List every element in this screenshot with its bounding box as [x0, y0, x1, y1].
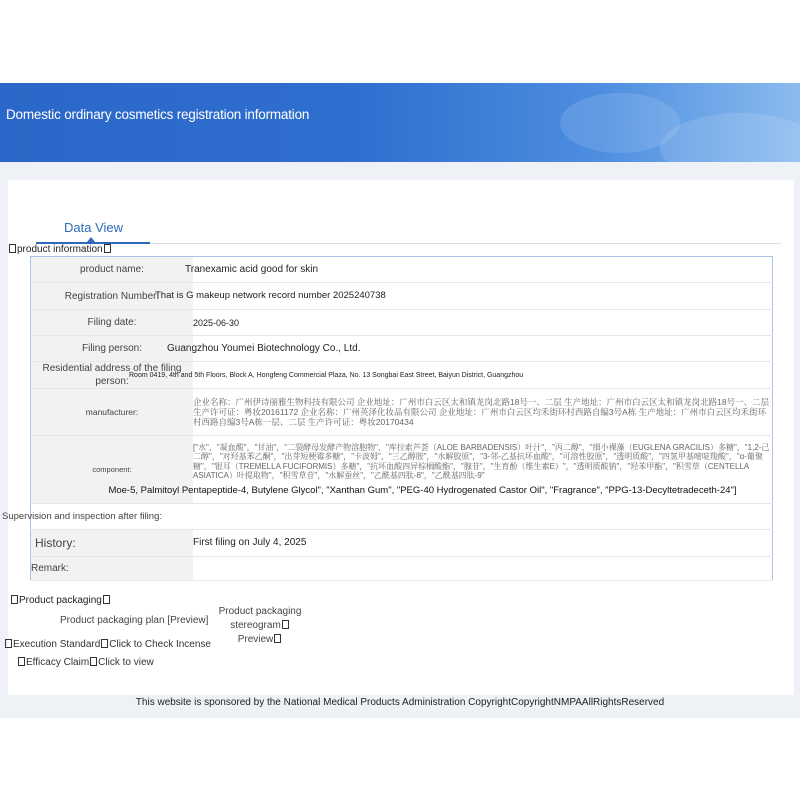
table-row — [31, 504, 773, 530]
bracket-icon — [104, 244, 111, 253]
table-row — [31, 557, 773, 581]
page-title: Domestic ordinary cosmetics registration information — [6, 107, 310, 122]
table-row — [31, 530, 773, 557]
remark-value — [193, 557, 773, 581]
table-row — [31, 436, 773, 504]
execution-standard-link[interactable]: Click to Check Incense — [109, 639, 211, 650]
page-banner — [0, 83, 800, 162]
registration-number-value — [155, 283, 773, 310]
component-text-en: Moe-5, Palmitoyl Pentapeptide-4, Butylene Glycol", "Xanthan Gum", "PEG-40 Hydrogenated Castor Oil", "Fragrance", "PPG-13-Decyltetradeceth-24"] — [108, 484, 737, 496]
filing-person-text: Guangzhou Youmei Biotechnology Co., Ltd. — [167, 342, 361, 354]
registration-number-label: Registration Number: — [31, 283, 194, 310]
packaging-stereogram-label: Product packaging stereogram — [218, 606, 302, 631]
site-footer: This website is sponsored by the National Medical Products Administration CopyrightCopyrightNMPAAllRightsReserved — [135, 697, 665, 708]
table-row — [31, 283, 773, 310]
tab-caret-icon — [87, 237, 95, 242]
supervision-label: Supervision and inspection after filing: — [1, 511, 162, 522]
section-product-information — [8, 244, 112, 255]
product-info-table — [1, 256, 773, 581]
bracket-icon — [103, 595, 110, 604]
packaging-stereogram-preview-link[interactable]: Preview — [237, 634, 274, 645]
registration-number-text: That is G makeup network record number 2025240738 — [155, 290, 386, 301]
bracket-icon — [90, 657, 97, 666]
manufacturer-value — [193, 389, 773, 436]
history-value: First filing on July 4, 2025 — [193, 530, 773, 557]
section-title: product information — [17, 244, 103, 255]
efficacy-claim-row — [17, 657, 154, 668]
filing-person-value — [167, 336, 773, 362]
execution-standard-label: Execution Standard — [13, 639, 101, 650]
remark-label: Remark: — [31, 557, 194, 581]
supervision-label-cell — [1, 504, 194, 530]
filing-address-value — [129, 362, 773, 389]
bracket-icon — [5, 639, 12, 648]
efficacy-claim-link[interactable]: Click to view — [98, 657, 154, 668]
bracket-icon — [11, 595, 18, 604]
packaging-plan-row — [60, 615, 208, 626]
bracket-icon — [282, 620, 289, 629]
product-name-value — [185, 257, 773, 283]
table-row — [31, 310, 773, 336]
banner-glow — [660, 113, 800, 162]
table-row — [31, 257, 773, 283]
component-text-cn: ["水"，"凝血酸"，"甘油"，"二裂酵母发酵产物溶胞物"，"库拉索芦荟（ALOE BARBADENSIS）叶汁"，"丙二醇"，"细小裸藻（EUGLENA GRACILIS）多糖"，"1,2-己二醇"，"对羟基苯乙酮"，"出芽短梗霉多糖"，"卡波姆"，"三乙醇胺"，"水解胶原"，"3-邻-乙基抗坏血酸"，"可溶性胶原"，"透明质酸"，"四氢甲基嘧啶羧酸"，"α-葡聚糖"，"银耳（TREMELLA FUCIFORMIS）多糖"，"抗坏血酸四异棕榈酸酯"，"腺苷"，"生育酚（维生素E）"，"透明质酸钠"，"羟苯甲酯"，"积雪草（CENTELLA ASIATICA）叶提取物"，"积雪草苷"，"水解蚕丝"，"乙酰基四肽-8"，"乙酰基四肽-9" — [193, 442, 770, 480]
table-row — [31, 336, 773, 362]
execution-standard-row — [4, 639, 211, 650]
section-title: Product packaging — [19, 595, 102, 606]
tab-divider — [150, 243, 781, 244]
table-row — [31, 362, 773, 389]
manufacturer-text: 企业名称：广州伊诗丽雅生物科技有限公司 企业地址：广州市白云区太和镇龙岗北路18号一、二层 生产地址：广州市白云区太和镇龙岗北路18号一、二层 生产许可证：粤妆20161172 企业名称：广州英泽化妆品有限公司 企业地址：广州市白云区均禾街环村西路自编3号A栋 生产地址：广州市白云区均禾街环村西路自编3号A栋一层、二层 生产许可证：粤妆20170434 — [193, 397, 770, 427]
filing-date-label: Filing date: — [31, 310, 194, 336]
filing-date-value: 2025-06-30 — [193, 310, 773, 336]
bracket-icon — [9, 244, 16, 253]
product-name-text: Tranexamic acid good for skin — [185, 263, 319, 275]
filing-address-label: Residential address of the filing person: — [31, 362, 194, 389]
tab-data-view[interactable]: Data View — [64, 220, 124, 235]
packaging-plan-label: Product packaging plan — [60, 615, 165, 626]
component-label: component: — [31, 436, 194, 504]
packaging-plan-preview-link[interactable]: [Preview] — [167, 615, 209, 626]
filing-person-label: Filing person: — [31, 336, 194, 362]
supervision-value — [193, 504, 773, 530]
product-name-label: product name: — [31, 257, 194, 283]
bracket-icon — [18, 657, 25, 666]
section-product-packaging — [10, 595, 111, 606]
packaging-stereogram-row — [214, 605, 306, 647]
table-row — [31, 389, 773, 436]
history-label: History: — [31, 530, 194, 557]
bracket-icon — [101, 639, 108, 648]
efficacy-claim-label: Efficacy Claim — [26, 657, 90, 668]
filing-address-text: Room 0419, 4th and 5th Floors, Block A, Hongfeng Commercial Plaza, No. 13 Songbai East Street, Baiyun District, Guangzhou — [129, 371, 524, 379]
manufacturer-label: manufacturer: — [31, 389, 194, 436]
bracket-icon — [274, 634, 281, 643]
